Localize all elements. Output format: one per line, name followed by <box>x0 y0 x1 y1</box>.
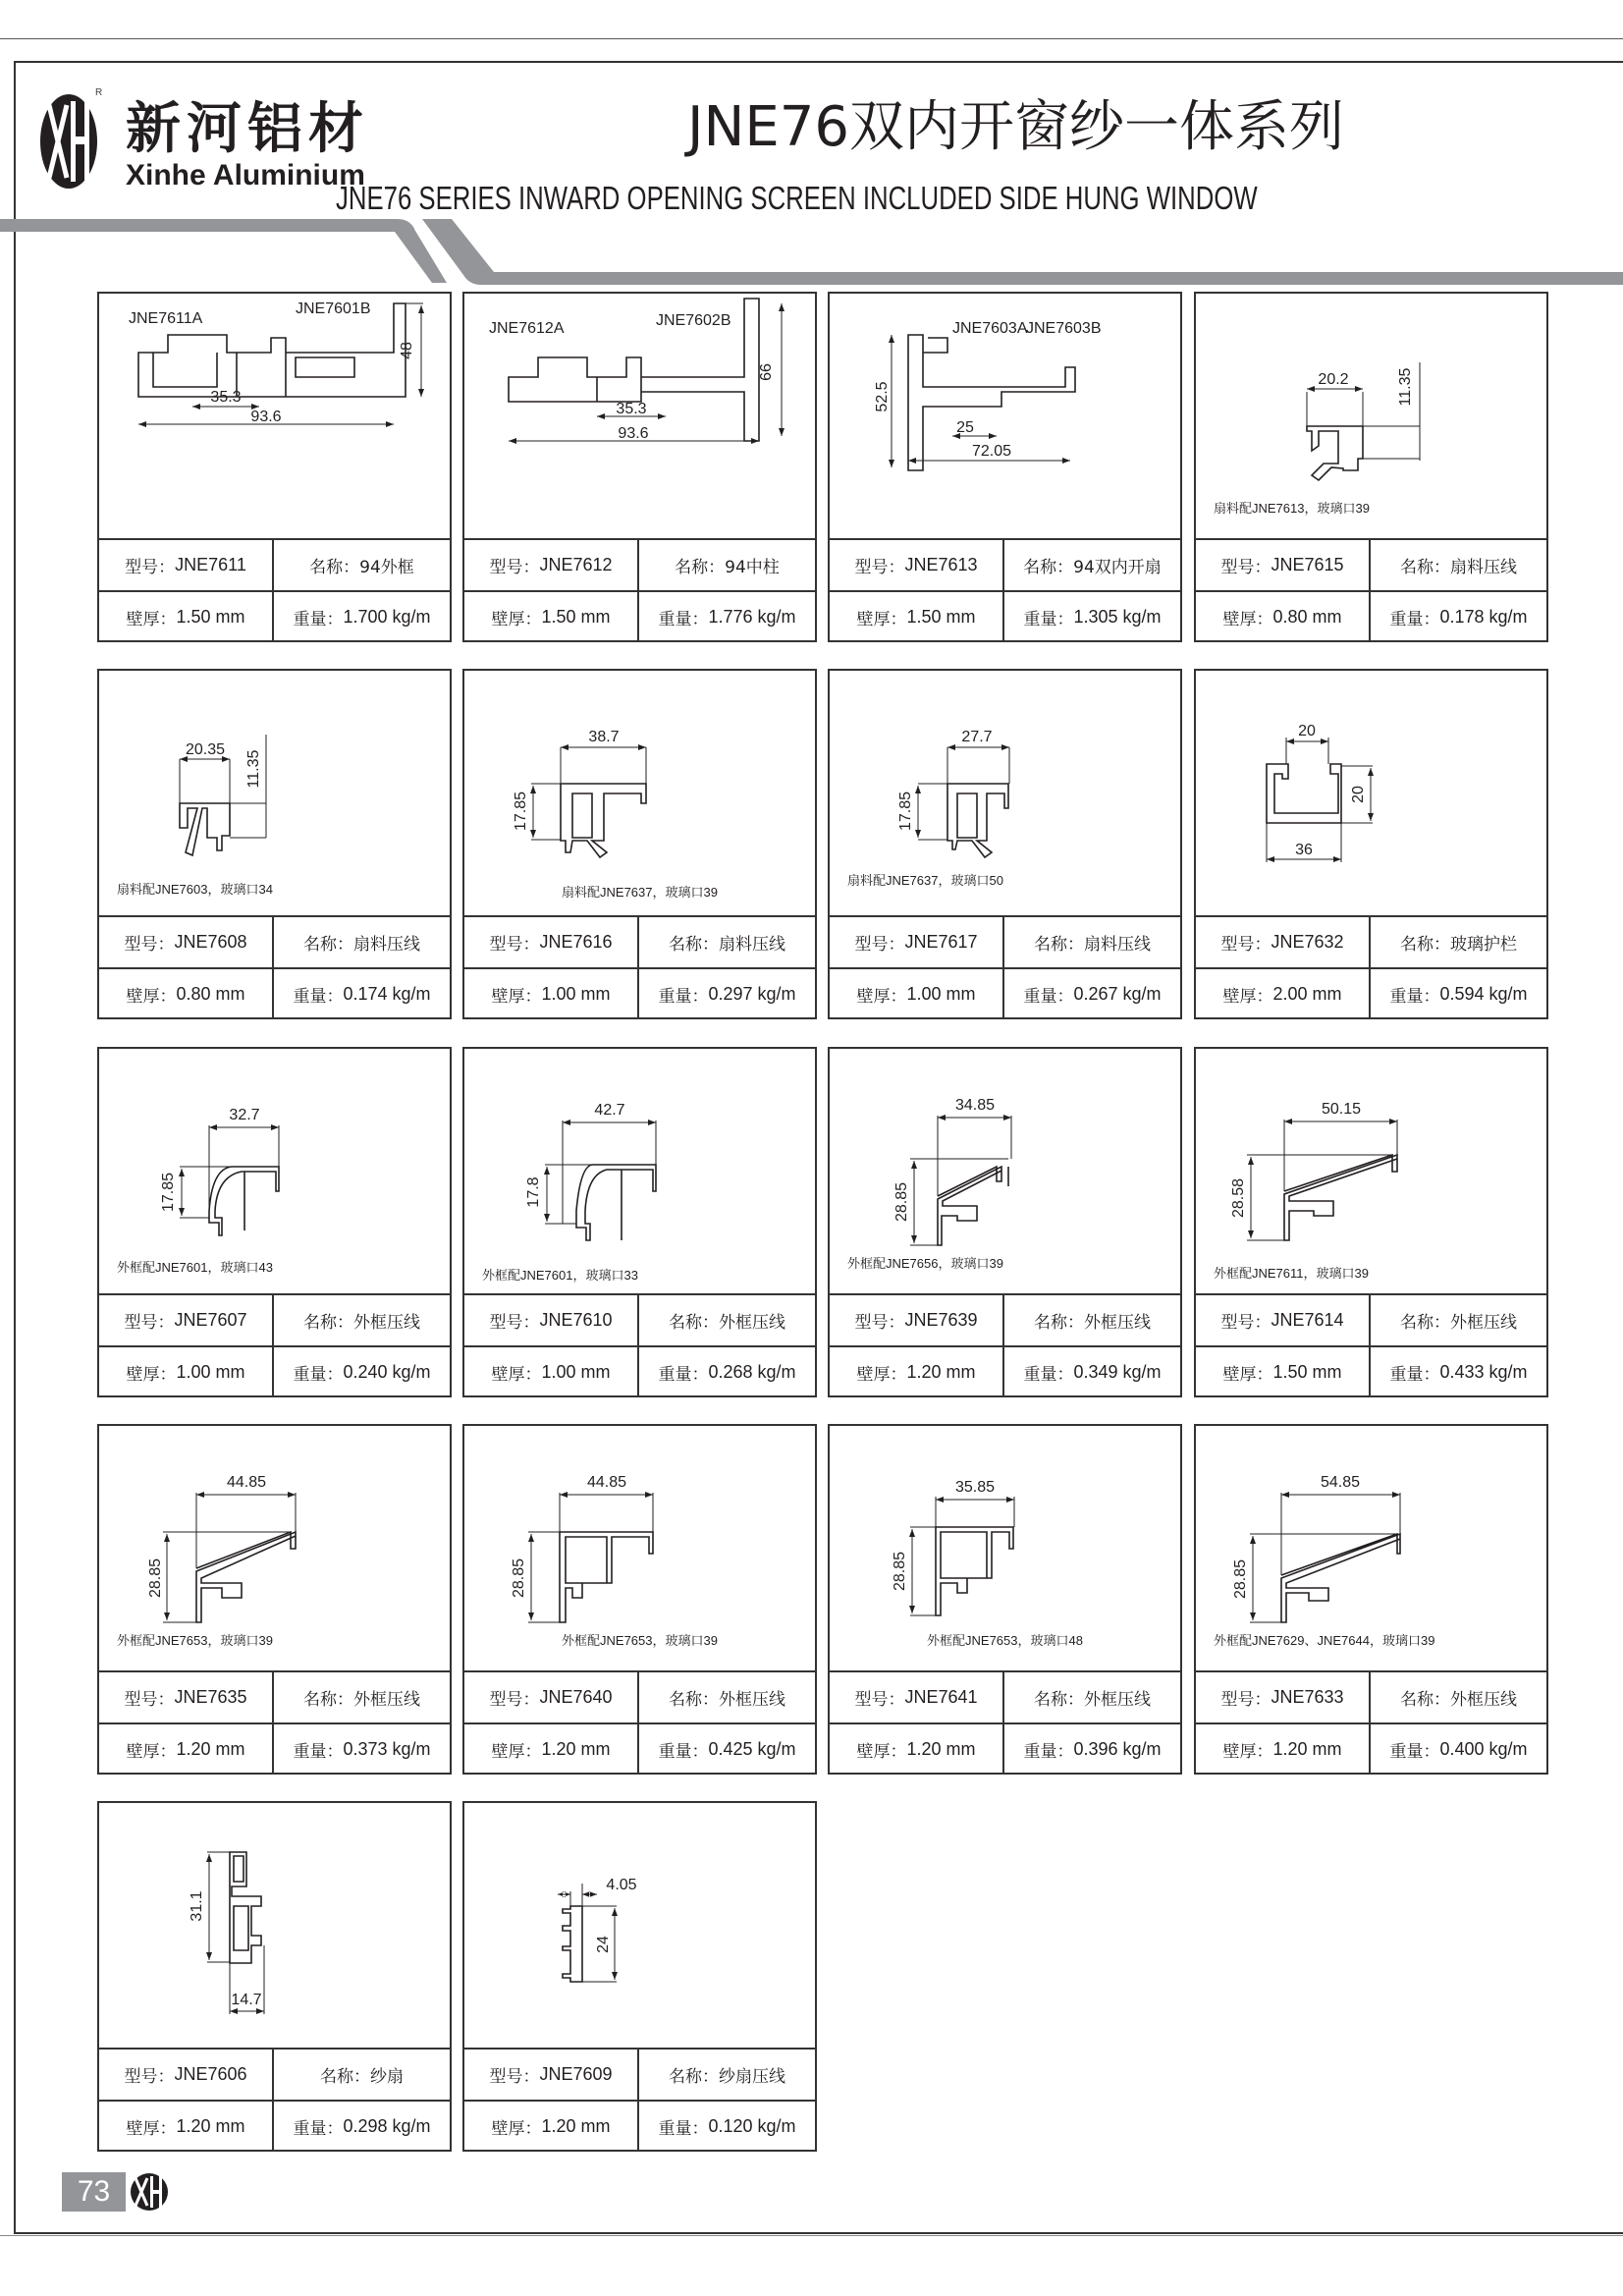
name-cell: 名称： 外框压线 <box>303 1690 420 1710</box>
name-cell: 名称： 外框压线 <box>303 1313 420 1333</box>
profile-note: 外框配JNE7653，玻璃口48 <box>927 1633 1083 1648</box>
model-cell: 型号： JNE7614 <box>1196 1295 1371 1345</box>
model-cell: 型号： JNE7606 <box>99 2050 274 2100</box>
svg-text:20: 20 <box>1350 786 1367 803</box>
svg-text:48: 48 <box>399 342 415 359</box>
svg-text:JNE7611A: JNE7611A <box>129 310 203 327</box>
svg-text:JNE7603A: JNE7603A <box>952 320 1028 337</box>
profile-drawing <box>464 1049 815 1293</box>
page-number: 73 <box>62 2172 126 2212</box>
name-cell: 名称： 外框压线 <box>1034 1313 1151 1333</box>
svg-text:17.85: 17.85 <box>160 1172 177 1213</box>
profile-card <box>1194 1424 1548 1775</box>
wall-thickness-cell: 壁厚： 1.20 mm <box>464 1724 639 1775</box>
profile-card <box>462 1801 817 2152</box>
wall-thickness-cell: 壁厚： 1.50 mm <box>830 592 1004 642</box>
profile-card <box>97 1047 452 1397</box>
svg-text:28.85: 28.85 <box>893 1181 910 1223</box>
model-cell: 型号： JNE7609 <box>464 2050 639 2100</box>
svg-text:50.15: 50.15 <box>1321 1101 1362 1118</box>
wall-thickness-cell: 壁厚： 1.20 mm <box>464 2102 639 2152</box>
registered-mark: R <box>95 87 103 98</box>
profile-note: 外框配JNE7653，玻璃口39 <box>117 1633 273 1648</box>
svg-text:11.35: 11.35 <box>245 749 262 789</box>
model-cell: 型号： JNE7635 <box>99 1672 274 1722</box>
model-cell: 型号： JNE7616 <box>464 917 639 967</box>
svg-text:66: 66 <box>758 363 775 381</box>
profile-card <box>97 669 452 1019</box>
model-cell: 型号： JNE7611 <box>99 540 274 590</box>
svg-text:20.2: 20.2 <box>1318 371 1349 388</box>
name-cell: 名称： 94中柱 <box>675 558 780 577</box>
svg-text:28.58: 28.58 <box>1230 1177 1247 1219</box>
wall-thickness-cell: 壁厚： 2.00 mm <box>1196 969 1371 1019</box>
svg-text:17.85: 17.85 <box>513 791 529 832</box>
spec-table <box>830 915 1180 1019</box>
name-cell: 名称： 外框压线 <box>1034 1690 1151 1710</box>
profile-drawing <box>99 294 450 538</box>
model-cell: 型号： JNE7639 <box>830 1295 1004 1345</box>
svg-text:93.6: 93.6 <box>250 409 282 425</box>
spec-table <box>464 538 815 642</box>
spec-table <box>464 1670 815 1775</box>
svg-text:34.85: 34.85 <box>954 1097 996 1114</box>
svg-text:31.1: 31.1 <box>189 1890 205 1922</box>
svg-text:20: 20 <box>1298 723 1316 739</box>
header-decorative-band <box>0 206 1623 295</box>
wall-thickness-cell: 壁厚： 1.00 mm <box>464 969 639 1019</box>
wall-thickness-cell: 壁厚： 1.50 mm <box>1196 1347 1371 1397</box>
profile-note: 外框配JNE7611，玻璃口39 <box>1214 1266 1369 1281</box>
model-cell: 型号： JNE7608 <box>99 917 274 967</box>
model-cell: 型号： JNE7615 <box>1196 540 1371 590</box>
profile-note: 外框配JNE7653，玻璃口39 <box>562 1633 718 1648</box>
wall-thickness-cell: 壁厚： 1.50 mm <box>464 592 639 642</box>
profile-drawing <box>464 294 815 538</box>
svg-text:72.05: 72.05 <box>971 443 1012 460</box>
profile-card <box>828 669 1182 1019</box>
model-cell: 型号： JNE7632 <box>1196 917 1371 967</box>
name-cell: 名称： 94双内开扇 <box>1023 558 1162 577</box>
profile-note: 扇料配JNE7637，玻璃口50 <box>847 873 1003 888</box>
profile-card <box>97 1801 452 2152</box>
footer-logo-icon <box>130 2172 169 2212</box>
wall-thickness-cell: 壁厚： 1.20 mm <box>99 2102 274 2152</box>
profile-card <box>462 1047 817 1397</box>
name-cell: 名称： 纱扇压线 <box>669 2067 785 2087</box>
svg-text:93.6: 93.6 <box>618 425 649 442</box>
model-cell: 型号： JNE7612 <box>464 540 639 590</box>
weight-cell: 重量： 0.178 kg/m <box>1389 607 1528 629</box>
weight-cell: 重量： 1.305 kg/m <box>1023 607 1162 629</box>
spec-table <box>464 915 815 1019</box>
svg-text:42.7: 42.7 <box>594 1102 625 1119</box>
svg-text:54.85: 54.85 <box>1320 1474 1361 1491</box>
page-title-en: JNE76 SERIES INWARD OPENING SCREEN INCLUDED SIDE HUNG WINDOW <box>336 180 1258 216</box>
weight-cell: 重量： 0.120 kg/m <box>658 2116 796 2139</box>
weight-cell: 重量： 0.396 kg/m <box>1023 1739 1162 1762</box>
profile-card <box>462 669 817 1019</box>
model-cell: 型号： JNE7607 <box>99 1295 274 1345</box>
profile-card <box>97 292 452 642</box>
profile-note: 扇料配JNE7603，玻璃口34 <box>117 882 273 897</box>
profile-card <box>828 292 1182 642</box>
svg-text:28.85: 28.85 <box>511 1558 527 1599</box>
weight-cell: 重量： 0.240 kg/m <box>293 1362 431 1385</box>
weight-cell: 重量： 0.425 kg/m <box>658 1739 796 1762</box>
spec-table <box>99 915 450 1019</box>
name-cell: 名称： 外框压线 <box>1400 1313 1517 1333</box>
page-title-cn: JNE76双内开窗纱一体系列 <box>687 95 1345 159</box>
name-cell: 名称： 外框压线 <box>669 1690 785 1710</box>
svg-text:35.85: 35.85 <box>954 1479 996 1496</box>
svg-text:38.7: 38.7 <box>588 729 620 745</box>
wall-thickness-cell: 壁厚： 1.50 mm <box>99 592 274 642</box>
name-cell: 名称： 外框压线 <box>669 1313 785 1333</box>
svg-text:17.8: 17.8 <box>525 1176 542 1208</box>
brand-name-en: Xinhe Aluminium <box>126 159 365 191</box>
wall-thickness-cell: 壁厚： 0.80 mm <box>1196 592 1371 642</box>
wall-thickness-cell: 壁厚： 1.20 mm <box>99 1724 274 1775</box>
profile-note: 扇料配JNE7613，玻璃口39 <box>1214 501 1370 516</box>
wall-thickness-cell: 壁厚： 1.00 mm <box>464 1347 639 1397</box>
wall-thickness-cell: 壁厚： 1.00 mm <box>99 1347 274 1397</box>
profile-card <box>462 292 817 642</box>
spec-table <box>464 2048 815 2152</box>
name-cell: 名称： 纱扇 <box>320 2067 404 2087</box>
spec-table <box>830 1670 1180 1775</box>
profile-note: 外框配JNE7656，玻璃口39 <box>847 1256 1003 1271</box>
svg-text:28.85: 28.85 <box>892 1551 908 1592</box>
name-cell: 名称： 扇料压线 <box>669 935 785 955</box>
spec-table <box>464 1293 815 1397</box>
xinhe-logo-icon <box>39 93 98 190</box>
weight-cell: 重量： 0.373 kg/m <box>293 1739 431 1762</box>
svg-text:11.35: 11.35 <box>1397 367 1414 407</box>
name-cell: 名称： 扇料压线 <box>303 935 420 955</box>
wall-thickness-cell: 壁厚： 0.80 mm <box>99 969 274 1019</box>
profile-drawing <box>464 671 815 915</box>
wall-thickness-cell: 壁厚： 1.20 mm <box>830 1347 1004 1397</box>
profile-note: 扇料配JNE7637，玻璃口39 <box>562 885 718 900</box>
weight-cell: 重量： 0.298 kg/m <box>293 2116 431 2139</box>
svg-text:24: 24 <box>595 1936 612 1953</box>
name-cell: 名称： 外框压线 <box>1400 1690 1517 1710</box>
wall-thickness-cell: 壁厚： 1.00 mm <box>830 969 1004 1019</box>
name-cell: 名称： 扇料压线 <box>1400 558 1517 577</box>
svg-text:4.05: 4.05 <box>606 1877 637 1893</box>
profile-card <box>1194 1047 1548 1397</box>
profile-card <box>828 1047 1182 1397</box>
spec-table <box>1196 1293 1546 1397</box>
model-cell: 型号： JNE7610 <box>464 1295 639 1345</box>
weight-cell: 重量： 0.594 kg/m <box>1389 984 1528 1007</box>
svg-text:JNE7601B: JNE7601B <box>296 301 371 317</box>
svg-text:52.5: 52.5 <box>874 381 891 412</box>
model-cell: 型号： JNE7633 <box>1196 1672 1371 1722</box>
spec-table <box>830 1293 1180 1397</box>
svg-text:JNE7602B: JNE7602B <box>656 312 731 329</box>
svg-text:32.7: 32.7 <box>229 1107 260 1123</box>
profile-card <box>1194 669 1548 1019</box>
weight-cell: 重量： 0.268 kg/m <box>658 1362 796 1385</box>
weight-cell: 重量： 0.400 kg/m <box>1389 1739 1528 1762</box>
spec-table <box>1196 915 1546 1019</box>
spec-table <box>99 1293 450 1397</box>
svg-text:28.85: 28.85 <box>147 1558 164 1599</box>
svg-text:25: 25 <box>956 419 974 436</box>
model-cell: 型号： JNE7617 <box>830 917 1004 967</box>
svg-text:14.7: 14.7 <box>231 1992 262 2008</box>
model-cell: 型号： JNE7641 <box>830 1672 1004 1722</box>
weight-cell: 重量： 1.776 kg/m <box>658 607 796 629</box>
svg-text:44.85: 44.85 <box>586 1474 627 1491</box>
spec-table <box>99 2048 450 2152</box>
svg-text:28.85: 28.85 <box>1232 1558 1249 1600</box>
weight-cell: 重量： 0.174 kg/m <box>293 984 431 1007</box>
profile-card <box>462 1424 817 1775</box>
weight-cell: 重量： 0.267 kg/m <box>1023 984 1162 1007</box>
name-cell: 名称： 玻璃护栏 <box>1400 935 1517 955</box>
svg-text:JNE7612A: JNE7612A <box>489 320 565 337</box>
spec-table <box>1196 1670 1546 1775</box>
spec-table <box>99 538 450 642</box>
svg-text:35.3: 35.3 <box>210 389 242 406</box>
model-cell: 型号： JNE7640 <box>464 1672 639 1722</box>
svg-text:20.35: 20.35 <box>185 741 226 758</box>
profile-note: 外框配JNE7601，玻璃口33 <box>482 1268 638 1283</box>
profile-note: 外框配JNE7601，玻璃口43 <box>117 1260 273 1275</box>
name-cell: 名称： 扇料压线 <box>1034 935 1151 955</box>
profile-drawing <box>1196 671 1546 915</box>
spec-table <box>830 538 1180 642</box>
weight-cell: 重量： 0.297 kg/m <box>658 984 796 1007</box>
brand-name-cn: 新河铝材 <box>126 97 369 161</box>
profile-card <box>1194 292 1548 642</box>
profile-card <box>828 1424 1182 1775</box>
profile-note: 外框配JNE7629、JNE7644，玻璃口39 <box>1214 1633 1435 1648</box>
profile-drawing <box>464 1803 815 2048</box>
wall-thickness-cell: 壁厚： 1.20 mm <box>1196 1724 1371 1775</box>
svg-text:35.3: 35.3 <box>616 401 647 417</box>
model-cell: 型号： JNE7613 <box>830 540 1004 590</box>
spec-table <box>99 1670 450 1775</box>
svg-text:17.85: 17.85 <box>897 791 914 832</box>
weight-cell: 重量： 0.349 kg/m <box>1023 1362 1162 1385</box>
wall-thickness-cell: 壁厚： 1.20 mm <box>830 1724 1004 1775</box>
weight-cell: 重量： 1.700 kg/m <box>293 607 431 629</box>
profile-drawing <box>830 294 1180 538</box>
svg-text:44.85: 44.85 <box>226 1474 267 1491</box>
profile-drawing <box>99 1803 450 2048</box>
weight-cell: 重量： 0.433 kg/m <box>1389 1362 1528 1385</box>
name-cell: 名称： 94外框 <box>309 558 414 577</box>
svg-text:27.7: 27.7 <box>961 729 993 745</box>
svg-text:36: 36 <box>1295 842 1313 858</box>
profile-card <box>97 1424 452 1775</box>
svg-text:JNE7603B: JNE7603B <box>1026 320 1102 337</box>
profile-drawing <box>1196 1049 1546 1293</box>
spec-table <box>1196 538 1546 642</box>
